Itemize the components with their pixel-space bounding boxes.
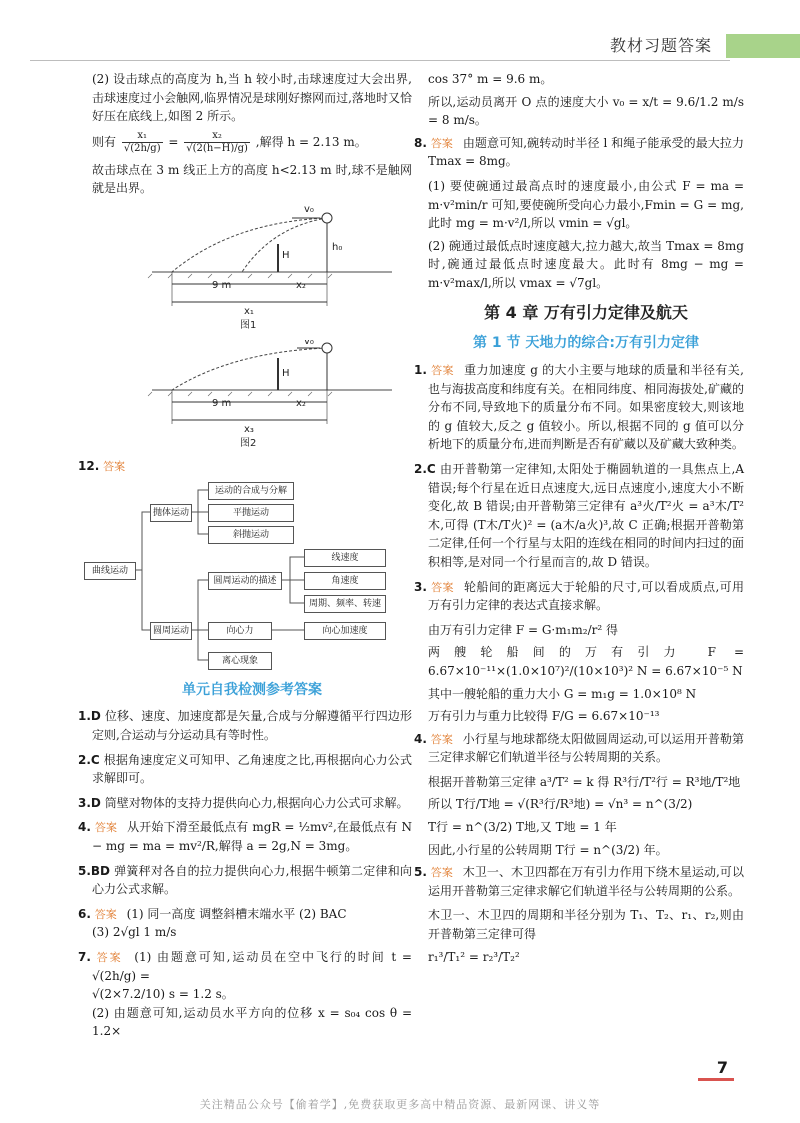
answer-5-number: 5.BD bbox=[78, 863, 111, 878]
answer-5 bbox=[78, 862, 412, 899]
header-title: 教材习题答案 bbox=[609, 36, 712, 55]
q12-header bbox=[78, 457, 412, 476]
tree-leaf-m2: 角速度 bbox=[304, 572, 386, 590]
answer-8-text: 由题意可知,碗转动时半径 l 和绳子能承受的最大拉力 Tmax = 8mg。 bbox=[428, 135, 744, 169]
answer-6-badge: 答案 bbox=[94, 907, 117, 921]
answer-8-number: 8. bbox=[414, 135, 427, 150]
figure-1 bbox=[92, 202, 412, 336]
tree-root: 曲线运动 bbox=[84, 562, 136, 580]
b-answer-3 bbox=[414, 578, 744, 615]
b-answer-3-text: 轮船间的距离远大于轮船的尺寸,可以看成质点,可用万有引力定律的表达式直接求解。 bbox=[428, 579, 744, 613]
tree-node-pao: 抛体运动 bbox=[150, 504, 192, 522]
fig1-dist1: 9 m bbox=[212, 279, 232, 291]
b-answer-4-text: 小行星与地球都绕太阳做圆周运动,可以运用开普勒第三定律求解它们轨道半径与公转周期的关系。 bbox=[428, 731, 744, 765]
chapter-title: 第 4 章 万有引力定律及航天 bbox=[484, 302, 688, 322]
fig2-caption: 图2 bbox=[240, 437, 257, 448]
q2-eq-prefix: 则有 bbox=[92, 134, 117, 149]
page-number: 7 bbox=[716, 1058, 728, 1077]
b3-line1: 由万有引力定律 F = G·m₁m₂/r² 得 bbox=[428, 622, 619, 637]
b-answer-1 bbox=[414, 361, 744, 454]
answer-7-text2: √(2×7.2/10) s = 1.2 s。 bbox=[92, 987, 234, 1002]
answer-6-text2: (3) 2√gl 1 m/s bbox=[92, 925, 177, 940]
figure-1-diagram bbox=[92, 202, 412, 330]
answer-7-text1: (1) 由题意可知,运动员在空中飞行的时间 t = √(2h/g) = bbox=[92, 949, 412, 983]
answer-2-number: 2.C bbox=[78, 752, 100, 767]
q2-conclusion: 故击球点在 3 m 线正上方的高度 h<2.13 m 时,球不是触网就是出界。 bbox=[92, 162, 412, 196]
q2-frac-right: $\frac{\text{x₂}}{√(2(h-H)/g)}$ bbox=[186, 129, 248, 154]
tree-leaf-pao1: 运动的合成与分解 bbox=[208, 482, 294, 500]
answer-1-number: 1.D bbox=[78, 709, 101, 724]
b-answer-2-text: 由开普勒第一定律知,太阳处于椭圆轨道的一具焦点上,A 错误;每个行星在近日点速度大,远日点速度小,速度大小不断变化,故 B 错误;由开普勒第三定律有 a³火/T²火 = a³木/T²木,可得 (T木/T火)² = (a木/a火)³,故 C 正确;根据开普勒第二定律,任何一个行星与太阳的连线在相同的时间内扫过的面积相等,是对同一个行星而言的,故 D 错误。 bbox=[428, 461, 744, 569]
answer-3-text: 筒壁对物体的支持力提供向心力,根据向心力公式可求解。 bbox=[104, 795, 409, 810]
b4-line4: 因此,小行星的公转周期 T行 = n^(3/2) 年。 bbox=[428, 842, 668, 857]
answer-2 bbox=[78, 751, 412, 788]
b-answer-2-number: 2.C bbox=[414, 461, 436, 476]
answer-4-badge: 答案 bbox=[94, 821, 118, 835]
b-answer-3-number: 3. bbox=[414, 579, 427, 594]
tree-leaf-pao2: 平抛运动 bbox=[208, 504, 294, 522]
answer-7 bbox=[78, 948, 412, 1041]
header-rule bbox=[30, 60, 730, 61]
b-answer-4-number: 4. bbox=[414, 731, 427, 746]
b5-line1: 木卫一、木卫四的周期和半径分别为 T₁、T₂、r₁、r₂,则由开普勒第三定律可得 bbox=[428, 908, 744, 942]
fig2-x-label: x₃ bbox=[244, 423, 254, 435]
answer-8-part1: (1) 要使碗通过最高点时的速度最小,由公式 F = ma = m·v²min/r 可知,要使碗所受向心力最小,Fmin = G = mg,此时 mg = m·v²/l,所以 vmin = √gl。 bbox=[428, 178, 744, 231]
r-line2: 所以,运动员离开 O 点的速度大小 v₀ = x/t = 9.6/1.2 m/s = 8 m/s。 bbox=[428, 94, 744, 128]
b-answer-1-text: 重力加速度 g 的大小主要与地球的质量和半径有关,也与海拔高度和纬度有关。在相同纬度、相同海拔处,矿藏的分布不同,导致地下的质量分布不同。如果密度较大,则该地的 g 值较大,反之 g 值较小。所以,根据不同的 g 值可以分析地下的质量分布,进而判断是否有矿藏以及矿藏大致种类。 bbox=[428, 363, 744, 452]
answer-8-badge: 答案 bbox=[430, 136, 453, 150]
answer-3-number: 3.D bbox=[78, 795, 101, 810]
answer-7-number: 7. bbox=[78, 949, 91, 964]
answer-5-text: 弹簧秤对各自的拉力提供向心力,根据牛顿第二定律和向心力公式求解。 bbox=[92, 863, 412, 897]
fig2-dist1: 9 m bbox=[212, 397, 232, 409]
b4-line2: 所以 T行/T地 = √(R³行/R³地) = √n³ = n^(3/2) bbox=[428, 797, 693, 812]
answer-2-text: 根据角速度定义可知甲、乙角速度之比,再根据向心力公式求解即可。 bbox=[92, 752, 412, 786]
tree-node-yuan: 圆周运动 bbox=[150, 622, 192, 640]
answer-6 bbox=[78, 905, 412, 942]
b4-line1: 根据开普勒第三定律 a³/T² = k 得 R³行/T²行 = R³地/T²地 bbox=[428, 774, 741, 789]
b-answer-5-badge: 答案 bbox=[430, 866, 453, 880]
answer-3 bbox=[78, 794, 412, 813]
b-answer-1-badge: 答案 bbox=[431, 364, 454, 378]
answer-4-text: 从开始下滑至最低点有 mgR = ½mv²,在最低点有 N − mg = ma = mv²/R,解得 a = 2g,N = 3mg。 bbox=[92, 820, 412, 853]
header-accent-block bbox=[726, 34, 800, 58]
figure-2 bbox=[92, 340, 412, 454]
q12-number: 12. bbox=[78, 459, 100, 474]
b4-line3: T行 = n^(3/2) T地,又 T地 = 1 年 bbox=[428, 820, 617, 835]
answer-8 bbox=[414, 134, 744, 171]
fig1-dist2: x₂ bbox=[296, 279, 306, 291]
answer-1 bbox=[78, 707, 412, 744]
fig2-dist2: x₂ bbox=[296, 397, 306, 409]
fig1-h-label: h₀ bbox=[332, 241, 343, 253]
concept-tree bbox=[82, 482, 402, 672]
answer-1-text: 位移、速度、加速度都是矢量,合成与分解遵循平行四边形定则,合运动与分运动具有等时性。 bbox=[92, 709, 412, 743]
q2-eq-result: ,解得 h = 2.13 m。 bbox=[255, 134, 367, 149]
answer-4-number: 4. bbox=[78, 820, 91, 835]
b-answer-5 bbox=[414, 863, 744, 900]
b3-line3: 其中一艘轮船的重力大小 G = m₁g = 1.0×10⁸ N bbox=[428, 686, 697, 701]
b-answer-5-text: 木卫一、木卫四都在万有引力作用下绕木星运动,可以运用开普勒第三定律求解它们轨道半径与公转周期的公系。 bbox=[428, 865, 744, 898]
page-number-underline bbox=[698, 1078, 734, 1081]
fig1-v-label: v₀ bbox=[304, 203, 314, 215]
tree-leaf-m3: 周期、频率、转速 bbox=[304, 595, 386, 613]
b-answer-4 bbox=[414, 730, 744, 767]
fig1-caption: 图1 bbox=[240, 319, 257, 330]
q2-equation: 则有 $\frac{\text{x₁}}{√(2h/g)}$ = $\frac{\text{x₂}}{√(2(h-H)/g)}$ ,解得 h = 2.13 m。 bbox=[92, 129, 367, 154]
q2-frac-left: $\frac{\text{x₁}}{√(2h/g)}$ bbox=[123, 129, 161, 154]
b-answer-3-badge: 答案 bbox=[431, 580, 454, 594]
answer-badge: 答案 bbox=[103, 460, 126, 474]
r-line1: cos 37° m = 9.6 m。 bbox=[428, 72, 553, 86]
answer-7-badge: 答案 bbox=[96, 950, 123, 964]
b-answer-2 bbox=[414, 460, 744, 572]
b5-line2: r₁³/T₁² = r₂³/T₂² bbox=[428, 949, 520, 964]
figure-2-diagram bbox=[92, 340, 412, 448]
tree-leaf-m1: 线速度 bbox=[304, 549, 386, 567]
answer-7-text3: (2) 由题意可知,运动员水平方向的位移 x = s₀₄ cos θ = 1.2× bbox=[92, 1005, 412, 1039]
answer-6-text1: (1) 同一高度 调整斜槽末端水平 (2) BAC bbox=[126, 906, 347, 921]
fig2-v-label: v₀ bbox=[304, 339, 314, 347]
b-answer-5-number: 5. bbox=[414, 865, 427, 880]
tree-leaf-pao3: 斜抛运动 bbox=[208, 526, 294, 544]
answer-4 bbox=[78, 818, 412, 855]
answer-8-part2: (2) 碗通过最低点时速度越大,拉力越大,故当 Tmax = 8mg 时,碗通过最低点时速度最大。此时有 8mg − mg = m·v²max/l,所以 vmax = √7gl。 bbox=[428, 238, 744, 290]
footer-note: 关注精品公众号【偷着学】,免费获取更多高中精品资源、最新网课、讲义等 bbox=[199, 1098, 601, 1111]
right-column bbox=[414, 70, 744, 970]
tree-node-lixin: 离心现象 bbox=[208, 652, 272, 670]
b3-line4: 万有引力与重力比较得 F/G = 6.67×10⁻¹³ bbox=[428, 709, 660, 724]
fig1-x-label: x₁ bbox=[244, 305, 254, 317]
tree-node-miaoshu: 圆周运动的描述 bbox=[208, 572, 282, 590]
answer-6-number: 6. bbox=[78, 906, 91, 921]
fig1-H-label: H bbox=[282, 249, 290, 261]
tree-leaf-xxjsd: 向心加速度 bbox=[304, 622, 386, 640]
b-answer-4-badge: 答案 bbox=[430, 732, 453, 746]
fig2-H-label: H bbox=[282, 367, 290, 379]
q2-intro: (2) 设击球点的高度为 h,当 h 较小时,击球速度过大会出界,击球速度过小会触网,临界情况是球刚好擦网而过,落地时又恰好压在底线上,如图 2 所示。 bbox=[92, 72, 412, 124]
b3-line2: 两艘轮船间的万有引力 F = 6.67×10⁻¹¹×(1.0×10⁷)²/(10×10³)² N = 6.67×10⁻⁵ N bbox=[428, 645, 744, 678]
b-answer-1-number: 1. bbox=[414, 363, 427, 378]
unit-title: 单元自我检测参考答案 bbox=[182, 681, 322, 698]
section-title: 第 1 节 天地力的综合:万有引力定律 bbox=[473, 335, 699, 352]
left-column bbox=[78, 70, 412, 1047]
tree-node-xiangxin: 向心力 bbox=[208, 622, 272, 640]
